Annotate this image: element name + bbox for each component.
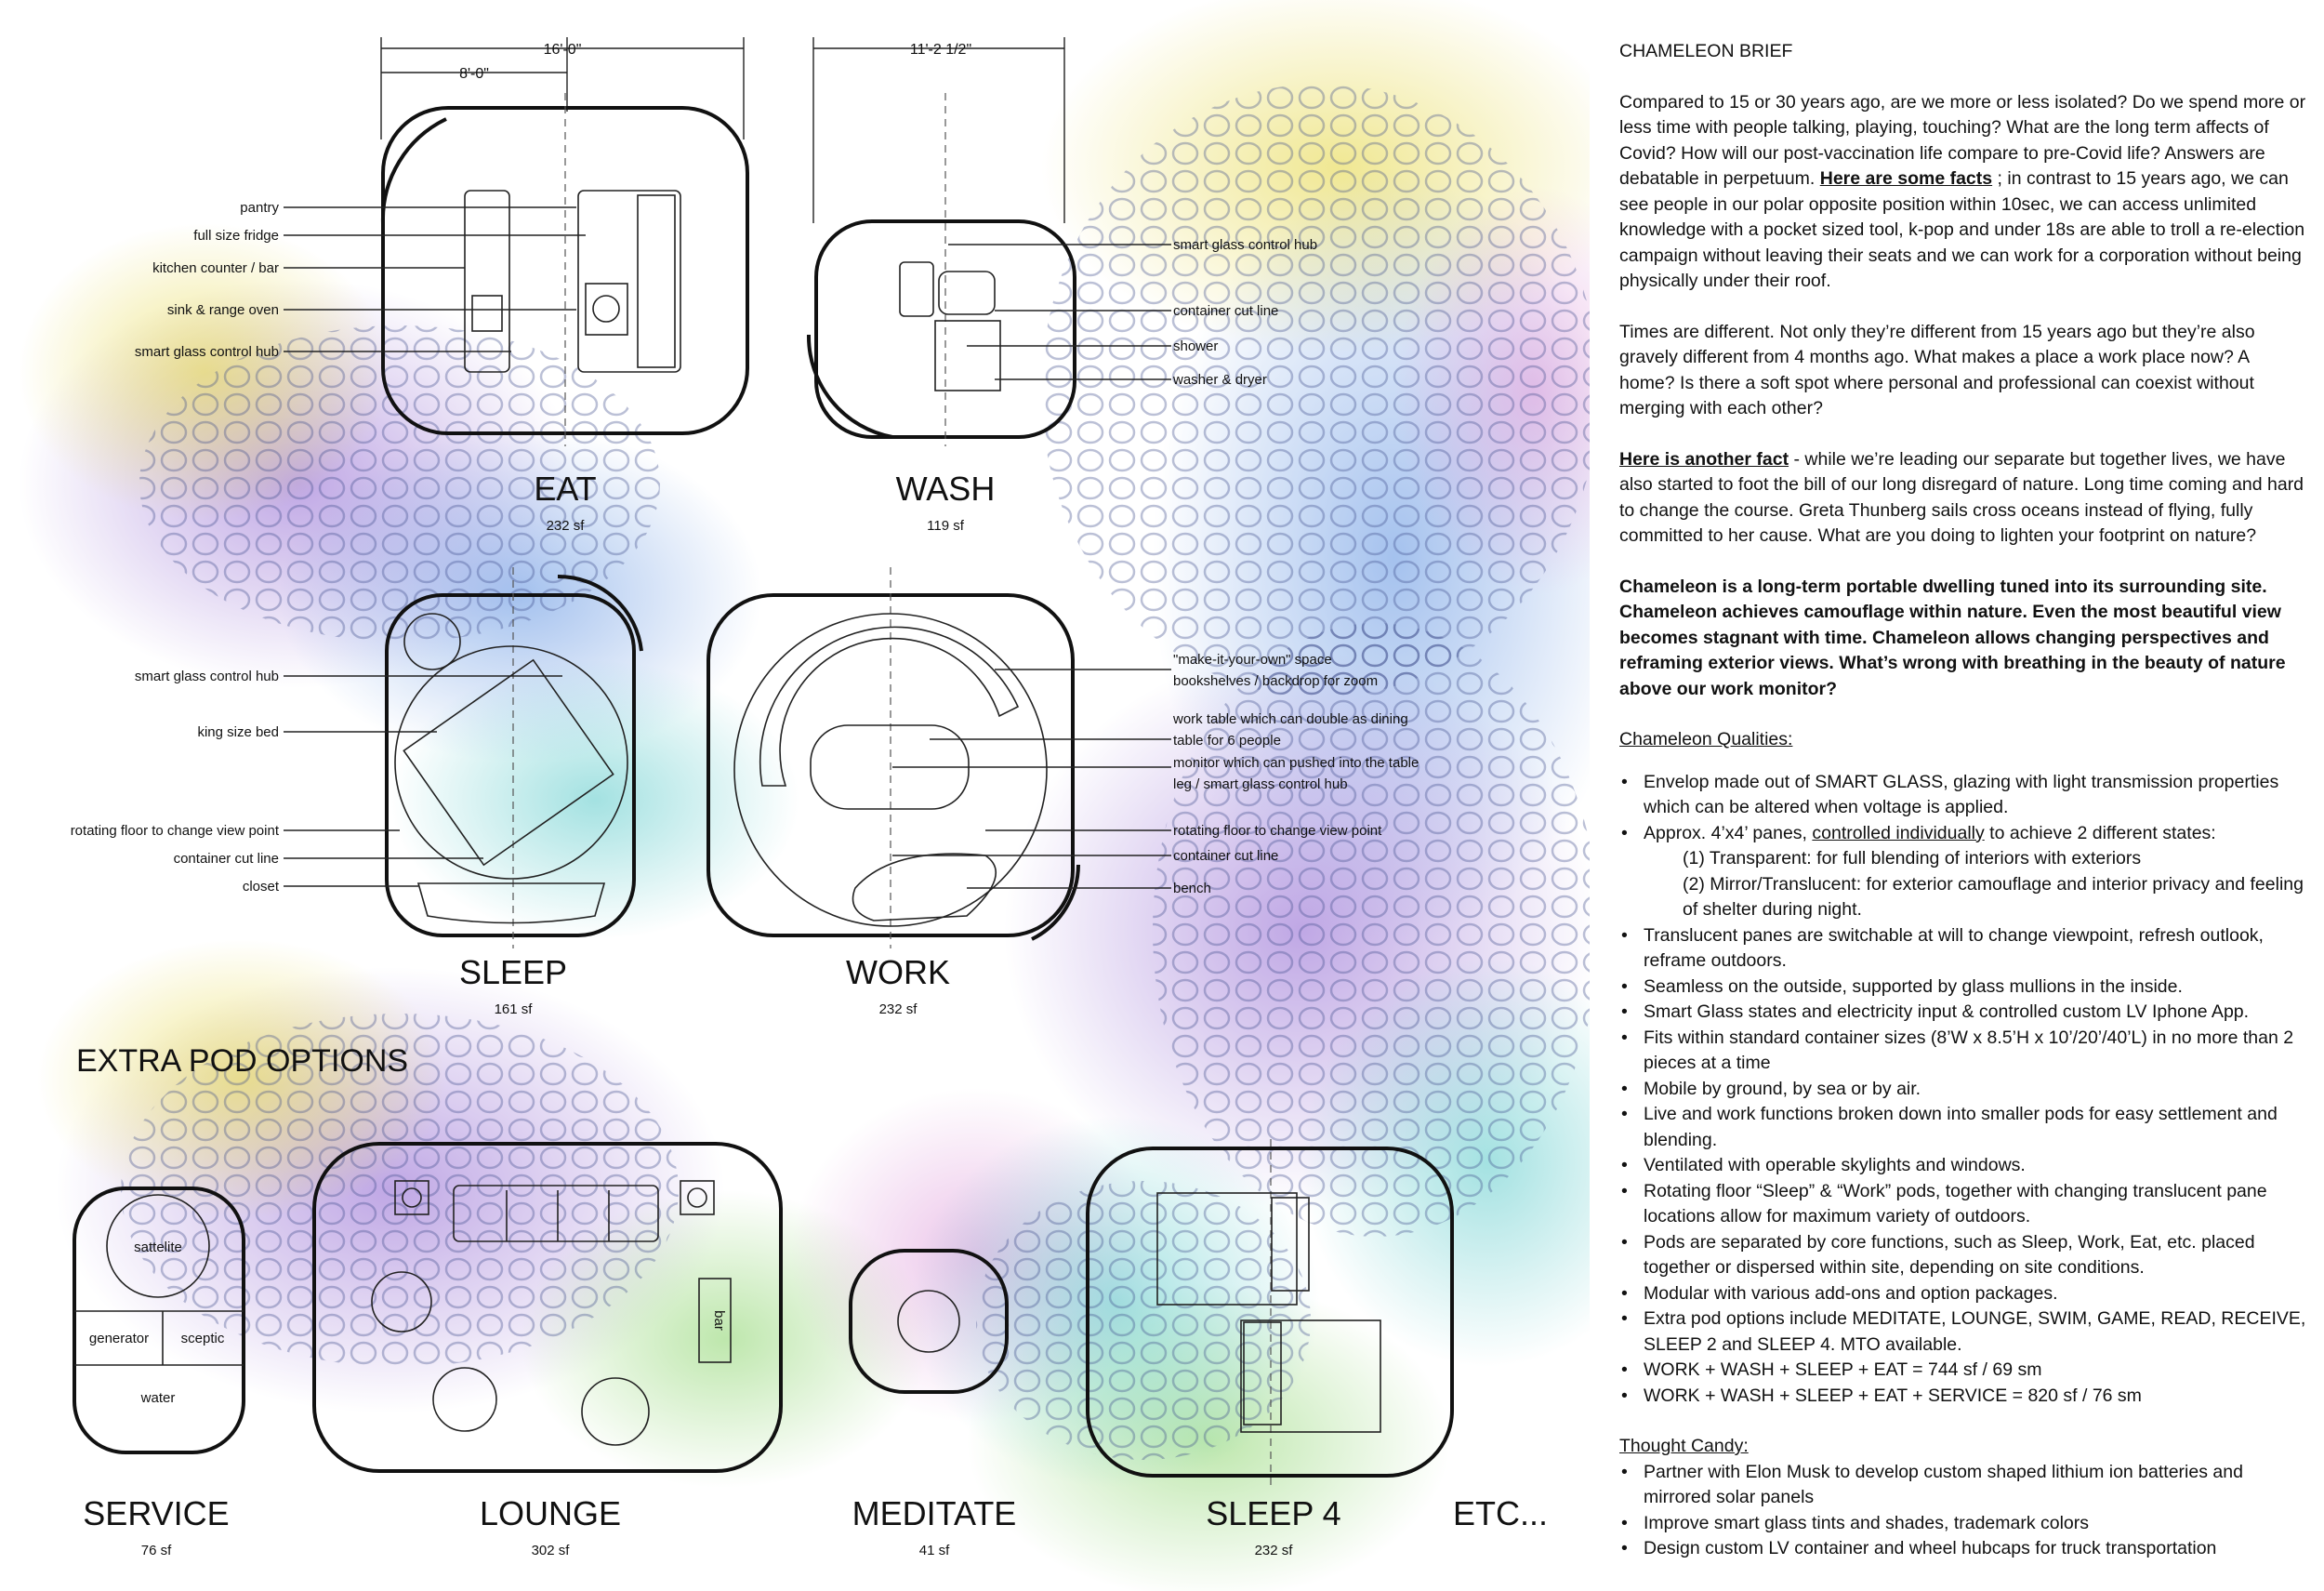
list-item: • WORK + WASH + SLEEP + EAT = 744 sf / 69 sm <box>1644 1358 2307 1384</box>
service-label-generator: generator <box>88 1331 150 1346</box>
etc-label: ETC... <box>1452 1494 1549 1532</box>
list-item: • Design custom LV container and wheel hubcaps for truck transportation <box>1644 1536 2307 1562</box>
dimension-lines <box>381 37 1064 223</box>
q2-text-b: to achieve 2 different states: <box>1984 822 2216 843</box>
chameleon-brief <box>1619 39 2307 1587</box>
wash-label-shower: shower <box>1173 338 1219 354</box>
candy-list <box>1619 1460 2307 1562</box>
work-label-space: "make-it-your-own" space <box>1173 652 1332 668</box>
extra-pod-options-title: EXTRA POD OPTIONS <box>76 1043 409 1079</box>
brief-paragraph-1 <box>1619 90 2307 295</box>
eat-pod-area: 232 sf <box>546 518 585 534</box>
list-item <box>1644 821 2307 847</box>
q2-underlined: controlled individually <box>1812 822 1985 843</box>
work-pod-name: WORK <box>846 953 950 991</box>
brief-another-fact: Here is another fact <box>1619 448 1789 470</box>
list-item: • Improve smart glass tints and shades, trademark colors <box>1644 1511 2307 1537</box>
eat-label-fridge: full size fridge <box>193 228 279 244</box>
work-label-bookshelves: bookshelves / backdrop for zoom <box>1173 673 1379 689</box>
sleep-label-closet: closet <box>242 879 279 895</box>
lounge-pod-name: LOUNGE <box>479 1494 622 1532</box>
brief-facts-link: Here are some facts <box>1819 168 1993 189</box>
sleep4-pod-area: 232 sf <box>1254 1543 1293 1558</box>
eat-label-pantry: pantry <box>240 200 279 216</box>
work-label-cut-line: container cut line <box>1173 848 1279 864</box>
candy-heading <box>1619 1434 2307 1460</box>
wash-label-cut-line: container cut line <box>1173 303 1279 319</box>
meditate-pod-name: MEDITATE <box>852 1494 1017 1532</box>
work-label-table-2: table for 6 people <box>1173 733 1281 749</box>
work-label-monitor-2: leg / smart glass control hub <box>1173 776 1348 792</box>
lounge-pod-area: 302 sf <box>531 1543 570 1558</box>
list-item: • Translucent panes are switchable at will to change viewpoint, refresh outlook, reframe outdoors. <box>1644 923 2307 974</box>
meditate-pod-area: 41 sf <box>918 1543 950 1558</box>
sleep-pod-area: 161 sf <box>494 1001 533 1017</box>
brief-paragraph-2: Times are different. Not only they’re different from 15 years ago but they’re also gravely different from 4 months ago. What makes a place a work place now? A home? Is there a soft spot where personal and professional can coexist without merging with each other? <box>1619 321 2255 418</box>
work-label-rotating: rotating floor to change view point <box>1173 823 1382 839</box>
candy-heading-text: Thought Candy: <box>1619 1436 1749 1456</box>
list-item: • Partner with Elon Musk to develop custom shaped lithium ion batteries and mirrored solar panels <box>1644 1460 2307 1511</box>
dim-16ft: 16'-0" <box>543 42 582 58</box>
list-item: • WORK + WASH + SLEEP + EAT + SERVICE = 820 sf / 76 sm <box>1644 1384 2307 1410</box>
list-item: • Live and work functions broken down into smaller pods for easy settlement and blending. <box>1644 1102 2307 1153</box>
list-item: • Pods are separated by core functions, such as Sleep, Work, Eat, etc. placed together or dispersed within site, depending on site conditions. <box>1644 1230 2307 1281</box>
eat-pod-name: EAT <box>534 470 597 508</box>
service-label-satellite: sattelite <box>134 1240 182 1255</box>
lounge-label-bar: bar <box>711 1310 727 1331</box>
work-pod-area: 232 sf <box>878 1001 918 1017</box>
list-item: • Extra pod options include MEDITATE, LOUNGE, SWIM, GAME, READ, RECEIVE, SLEEP 2 and SLEEP 4. MTO available. <box>1644 1306 2307 1358</box>
list-item: • Rotating floor “Sleep” & “Work” pods, together with changing translucent pane locations allow for maximum variety of outdoors. <box>1644 1179 2307 1230</box>
brief-p1-text-a: Compared to 15 or 30 years ago, are we more or less isolated? Do we spend more or less time with people talking, playing, touching? What are the long term affects of Covid? How will our post-vaccination life compare to pre-Covid life? Answers are debatable in perpetuum. <box>1619 91 2306 189</box>
service-pod-area: 76 sf <box>140 1543 172 1558</box>
qualities-list <box>1619 770 2307 1410</box>
dim-8ft: 8'-0" <box>459 66 489 82</box>
brief-paragraph-4: Chameleon is a long-term portable dwelling tuned into its surrounding site. Chameleon achieves camouflage within nature. Even the most beautiful view becomes stagnant with time. Chameleon allows changing perspectives and reframing exterior views. What’s wrong with breathing in the beauty of nature above our work monitor? <box>1619 576 2286 699</box>
sleep-label-hub: smart glass control hub <box>134 669 279 684</box>
qualities-heading-text: Chameleon Qualities: <box>1619 729 1793 749</box>
eat-label-counter: kitchen counter / bar <box>152 260 279 276</box>
brief-p1-text-b: ; in contrast to 15 years ago, we can see people in our polar opposite position within 10sec, we can access unlimited knowledge with a pocket sized tool, k-pop and under 18s are able to troll a re-election campaign without leaving their seats and we can work for a corporation without being physically under their roof. <box>1619 168 2305 291</box>
wash-label-washer: washer & dryer <box>1173 372 1267 388</box>
dim-11ft: 11'-2 1/2" <box>909 42 972 58</box>
list-item: • Modular with various add-ons and option packages. <box>1644 1281 2307 1307</box>
work-label-monitor: monitor which can pushed into the table <box>1173 755 1419 771</box>
wash-pod-name: WASH <box>895 470 996 508</box>
q2-text-a: Approx. 4’x4’ panes, <box>1644 822 1813 843</box>
service-pod-name: SERVICE <box>83 1494 230 1532</box>
sleep-label-rotating: rotating floor to change view point <box>70 823 279 839</box>
list-item: • Seamless on the outside, supported by glass mullions in the inside. <box>1644 974 2307 1001</box>
wash-pod-area: 119 sf <box>927 518 964 534</box>
eat-label-hub: smart glass control hub <box>134 344 279 360</box>
list-item: • Smart Glass states and electricity input & controlled custom LV Iphone App. <box>1644 1000 2307 1026</box>
list-item: • Fits within standard container sizes (8’W x 8.5’H x 10’/20’/40’L) in no more than 2 pieces at a time <box>1644 1026 2307 1077</box>
service-label-water: water <box>140 1390 176 1406</box>
eat-label-sink: sink & range oven <box>166 302 279 318</box>
sleep-label-cut-line: container cut line <box>173 851 279 867</box>
list-item: • Envelop made out of SMART GLASS, glazing with light transmission properties which can be altered when voltage is applied. <box>1644 770 2307 821</box>
work-label-bench: bench <box>1173 881 1211 896</box>
service-label-sceptic: sceptic <box>180 1331 225 1346</box>
list-subitem: (2) Mirror/Translucent: for exterior camouflage and interior privacy and feeling of shelter during night. <box>1683 873 2304 920</box>
qualities-heading <box>1619 727 2307 753</box>
list-item: • Ventilated with operable skylights and windows. <box>1644 1153 2307 1179</box>
brief-p3-text: - while we’re leading our separate but together lives, we have also started to foot the bill of our long disregard of nature. Long time coming and hard to change the course. Greta Thunberg sails cross oceans instead of flying, fully committed to her cause. What are you doing to lighten your footprint on nature? <box>1619 448 2304 546</box>
brief-title: CHAMELEON BRIEF <box>1619 41 1793 61</box>
sleep4-pod-name: SLEEP 4 <box>1206 1494 1341 1532</box>
list-item: • Mobile by ground, by sea or by air. <box>1644 1077 2307 1103</box>
sleep-pod-name: SLEEP <box>458 953 568 991</box>
wash-label-hub: smart glass control hub <box>1173 237 1318 253</box>
brief-paragraph-3 <box>1619 447 2307 550</box>
list-subitem: (1) Transparent: for full blending of interiors with exteriors <box>1683 848 2142 868</box>
work-label-table: work table which can double as dining <box>1173 711 1408 727</box>
sleep-label-bed: king size bed <box>197 724 279 740</box>
